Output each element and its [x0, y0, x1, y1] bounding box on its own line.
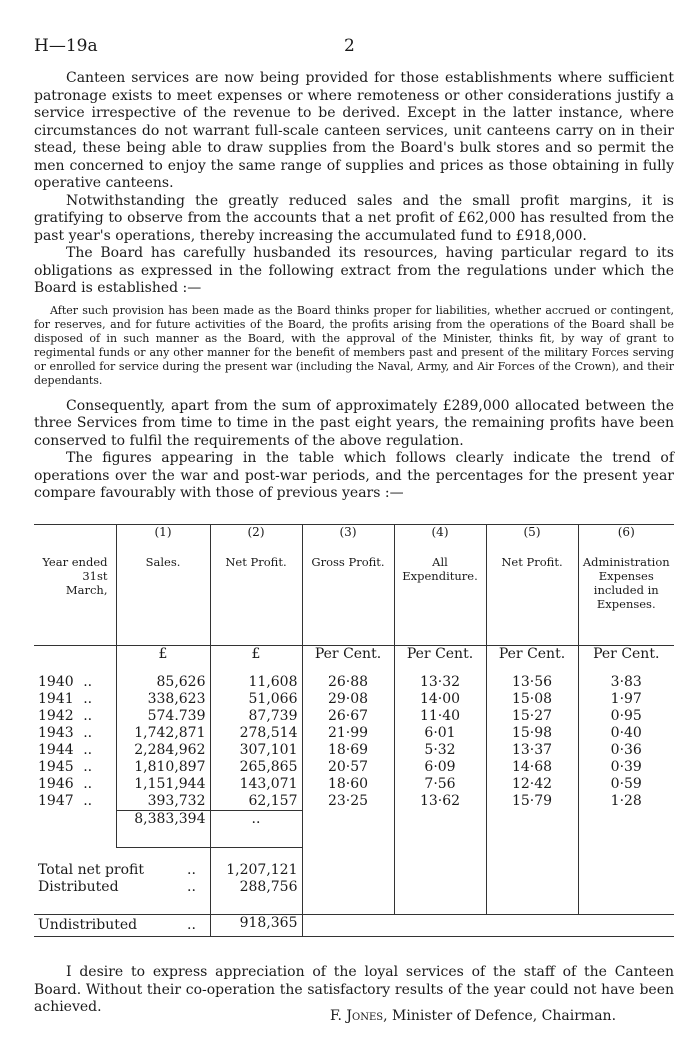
column-number: (5) [486, 525, 578, 556]
table-row [34, 725, 674, 742]
year-label: 1943 [38, 725, 74, 741]
dot-leader: .. [83, 674, 93, 690]
gross-profit-pct-cell: 20·57 [302, 759, 394, 776]
expenditure-pct-cell: 5·32 [394, 742, 486, 759]
expenditure-pct-cell: 7·56 [394, 776, 486, 793]
undistributed-label: Undistributed [38, 917, 138, 933]
gross-profit-pct-cell: 21·99 [302, 725, 394, 742]
gross-profit-pct-cell: 26·67 [302, 708, 394, 725]
undistributed-row [34, 915, 674, 937]
dot-leader: .. [83, 691, 93, 707]
sales-total: 8,383,394 [116, 811, 210, 848]
year-cell [34, 725, 116, 742]
sales-cell: 1,742,871 [116, 725, 210, 742]
gross-profit-pct-cell: 23·25 [302, 793, 394, 811]
unit-label: Per Cent. [578, 646, 674, 675]
admin-pct-cell: 1·97 [578, 691, 674, 708]
dot-leader: .. [83, 708, 93, 724]
year-cell [34, 793, 116, 811]
year-label: 1944 [38, 742, 74, 758]
table-row [34, 759, 674, 776]
paragraph: Canteen services are now being provided for those establishments where sufficient patronage exists to meet expenses or where remoteness or other considerations justify a service irrespective of the revenue to be derived. Except in the latter instance, where circumstances do not warrant full-scale canteen services, unit canteens carry on in their stead, these being able to draw supplies from the Board's bulk stores and so permit the men concerned to enjoy the same range of supplies and prices as those obtaining in fully operative canteens. [34, 70, 674, 191]
unit-label: Per Cent. [486, 646, 578, 675]
column-number-row [34, 525, 674, 556]
gross-profit-pct-cell: 18·69 [302, 742, 394, 759]
body-text [34, 70, 674, 503]
year-label: 1940 [38, 674, 74, 690]
sales-cell: 85,626 [116, 674, 210, 691]
distributed-label: Distributed [38, 879, 119, 895]
admin-pct-cell: 0·59 [578, 776, 674, 793]
admin-pct-cell: 3·83 [578, 674, 674, 691]
expenditure-pct-cell: 11·40 [394, 708, 486, 725]
year-cell [34, 742, 116, 759]
signature [330, 1008, 616, 1024]
distributed-value: 288,756 [210, 879, 302, 915]
sales-cell: 338,623 [116, 691, 210, 708]
net-profit-pct-cell: 13·37 [486, 742, 578, 759]
admin-pct-cell: 1·28 [578, 793, 674, 811]
total-net-profit-value: 1,207,121 [210, 848, 302, 880]
net-profit-pct-cell: 15·98 [486, 725, 578, 742]
year-label: 1941 [38, 691, 74, 707]
net-profit-cell: 143,071 [210, 776, 302, 793]
expenditure-pct-cell: 13·62 [394, 793, 486, 811]
net-profit-cell: 87,739 [210, 708, 302, 725]
dot-leader: .. [187, 917, 196, 933]
unit-label: £ [210, 646, 302, 675]
year-label: 1946 [38, 776, 74, 792]
net-profit-cell: 62,157 [210, 793, 302, 811]
dot-leader: .. [83, 742, 93, 758]
column-header: Net Profit. [210, 555, 302, 646]
dot-leader: .. [83, 776, 93, 792]
unit-label: £ [116, 646, 210, 675]
dot-leader: .. [83, 759, 93, 775]
year-cell [34, 708, 116, 725]
column-number: (1) [116, 525, 210, 556]
dot-leader: .. [187, 862, 196, 878]
paragraph: The Board has carefully husbanded its resources, having particular regard to its obligations as expressed in the following extract from the regulations under which the Board is established :— [34, 245, 674, 296]
net-profit-pct-cell: 13·56 [486, 674, 578, 691]
page-header [34, 36, 674, 60]
unit-row [34, 646, 674, 675]
signatory-title: , Minister of Defence, Chairman. [383, 1008, 617, 1024]
year-label: 1947 [38, 793, 74, 809]
table-row [34, 708, 674, 725]
table-row [34, 793, 674, 811]
net-profit-cell: 278,514 [210, 725, 302, 742]
column-header: Administration Expenses included in Expenses. [578, 555, 674, 646]
year-cell [34, 759, 116, 776]
expenditure-pct-cell: 6·09 [394, 759, 486, 776]
unit-label: Per Cent. [394, 646, 486, 675]
sales-total-row [34, 811, 674, 848]
closing-text: I desire to express appreciation of the loyal services of the staff of the Canteen Board. Without their co-operation the satisfactory results of the year could not have been achieved. [34, 964, 674, 1015]
table-body [34, 674, 674, 811]
year-cell [34, 674, 116, 691]
year-label: 1942 [38, 708, 74, 724]
expenditure-pct-cell: 14·00 [394, 691, 486, 708]
column-number: (2) [210, 525, 302, 556]
sales-cell: 1,151,944 [116, 776, 210, 793]
total-net-profit-label: Total net profit [38, 862, 145, 878]
net-profit-pct-cell: 15·08 [486, 691, 578, 708]
net-total-dots: .. [210, 811, 302, 848]
signatory-name: F. Jones [330, 1008, 384, 1024]
sales-cell: 574.739 [116, 708, 210, 725]
column-number: (4) [394, 525, 486, 556]
undistributed-value: 918,365 [210, 915, 302, 937]
net-profit-pct-cell: 12·42 [486, 776, 578, 793]
document-reference: H—19a [34, 36, 98, 56]
net-profit-cell: 265,865 [210, 759, 302, 776]
table-row [34, 691, 674, 708]
sales-cell: 393,732 [116, 793, 210, 811]
net-profit-pct-cell: 15·27 [486, 708, 578, 725]
dot-leader: .. [83, 793, 93, 809]
net-profit-pct-cell: 15·79 [486, 793, 578, 811]
column-header: Net Profit. [486, 555, 578, 646]
net-profit-cell: 11,608 [210, 674, 302, 691]
column-number: (3) [302, 525, 394, 556]
distributed-row [34, 879, 674, 915]
column-header: All Expenditure. [394, 555, 486, 646]
gross-profit-pct-cell: 29·08 [302, 691, 394, 708]
admin-pct-cell: 0·36 [578, 742, 674, 759]
gross-profit-pct-cell: 26·88 [302, 674, 394, 691]
regulation-extract: After such provision has been made as the Board thinks proper for liabilities, whether accrued or contingent, for reserves, and for future activities of the Board, the profits arising from the operations of the Board shall be disposed of in such manner as the Board, with the approval of the Minister, thinks fit, by way of grant to regimental funds or any other manner for the benefit of members past and present of the military Forces serving or enrolled for service during the present war (including the Naval, Army, and Air Forces of the Crown), and their dependants. [34, 303, 674, 387]
expenditure-pct-cell: 6·01 [394, 725, 486, 742]
year-label: 1945 [38, 759, 74, 775]
page-number: 2 [344, 36, 355, 56]
net-profit-cell: 307,101 [210, 742, 302, 759]
net-profit-cell: 51,066 [210, 691, 302, 708]
column-header: Sales. [116, 555, 210, 646]
paragraph: Consequently, apart from the sum of approximately £289,000 allocated between the three Services from time to time in the past eight years, the remaining profits have been conserved to fulfil the requirements of the above regulation. [34, 397, 674, 449]
sales-cell: 1,810,897 [116, 759, 210, 776]
paragraph: Notwithstanding the greatly reduced sales and the small profit margins, it is gratifying to observe from the accounts that a net profit of £62,000 has resulted from the past year's operations, thereby increasing the accumulated fund to £918,000. [34, 192, 674, 244]
admin-pct-cell: 0·39 [578, 759, 674, 776]
expenditure-pct-cell: 13·32 [394, 674, 486, 691]
column-number: (6) [578, 525, 674, 556]
unit-label: Per Cent. [302, 646, 394, 675]
year-header: Year ended 31st March, [42, 555, 108, 597]
year-cell [34, 691, 116, 708]
dot-leader: .. [187, 879, 196, 895]
table-row [34, 674, 674, 691]
year-cell [34, 776, 116, 793]
column-header: Gross Profit. [302, 555, 394, 646]
financial-table [34, 524, 674, 937]
dot-leader: .. [83, 725, 93, 741]
net-profit-pct-cell: 14·68 [486, 759, 578, 776]
gross-profit-pct-cell: 18·60 [302, 776, 394, 793]
sales-cell: 2,284,962 [116, 742, 210, 759]
admin-pct-cell: 0·95 [578, 708, 674, 725]
table-row [34, 742, 674, 759]
paragraph: The figures appearing in the table which follows clearly indicate the trend of operations over the war and post-war periods, and the percentages for the present year compare favourably with those of previous years :— [34, 450, 674, 501]
table-row [34, 776, 674, 793]
total-net-profit-row [34, 848, 674, 880]
column-header-row [34, 555, 674, 646]
admin-pct-cell: 0·40 [578, 725, 674, 742]
